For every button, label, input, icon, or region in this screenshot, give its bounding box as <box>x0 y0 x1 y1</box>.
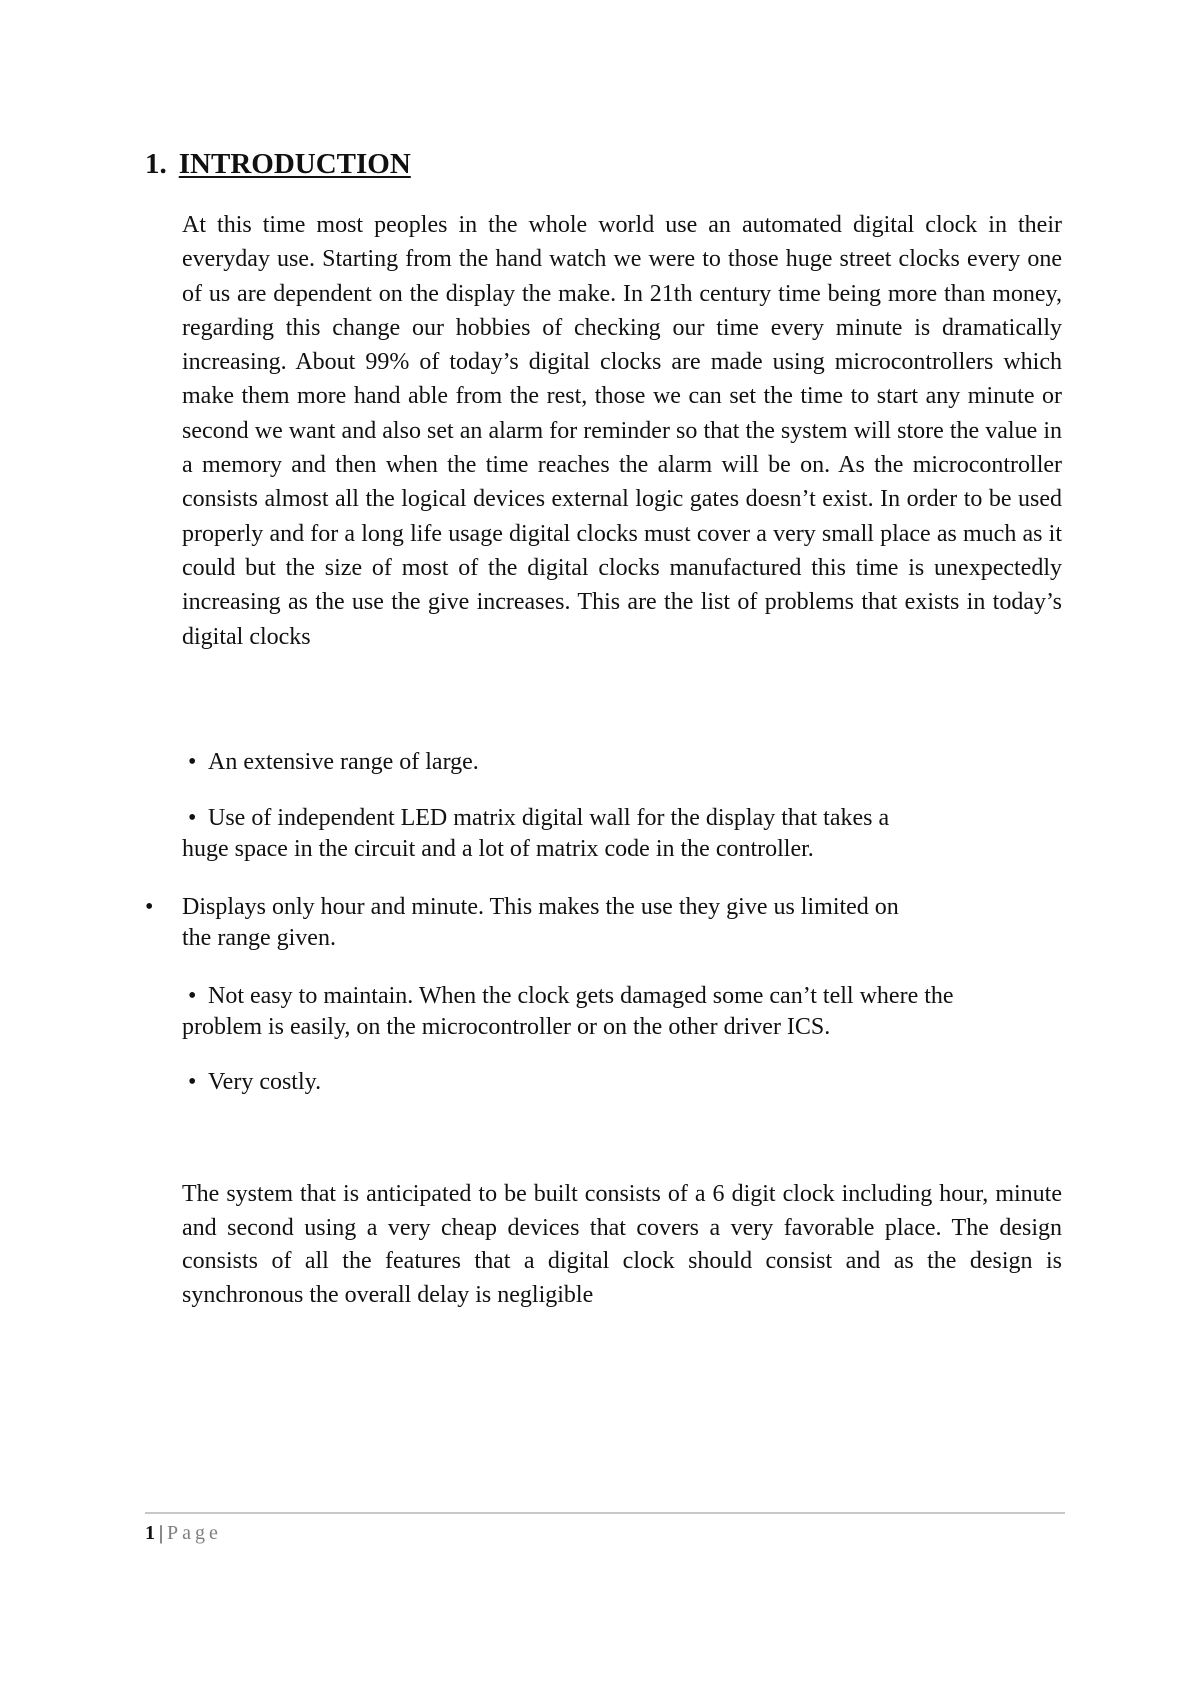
bullet-item <box>182 981 1088 1043</box>
closing-paragraph: The system that is anticipated to be built consists of a 6 digit clock including hour, minute and second using a very cheap devices that covers a very favorable place. The design consists of all the features that a digital clock should consist and as the design is synchronous the overall delay is negligible <box>182 1181 1062 1308</box>
page-footer <box>145 1520 222 1546</box>
footer-divider <box>145 1512 1065 1514</box>
bullet-text-continued: huge space in the circuit and a lot of matrix code in the controller. <box>182 836 814 862</box>
bullet-text-continued: the range given. <box>182 925 336 951</box>
section-title: INTRODUCTION <box>178 148 411 180</box>
bullet-text: Use of independent LED matrix digital wall for the display that takes a <box>208 805 890 831</box>
bullet-item <box>145 892 1045 954</box>
intro-paragraph: At this time most peoples in the whole world use an automated digital clock in their everyday use. Starting from the hand watch we were to those huge street clocks every one of us are dependent on the display the make. In 21th century time being more than money, regarding this change our hobbies of checking our time every minute is dramatically increasing. About 99% of today’s digital clocks are made using microcontrollers which make them more hand able from the rest, those we can set the time to start any minute or second we want and also set an alarm for reminder so that the system will store the value in a memory and then when the time reaches the alarm will be on. As the microcontroller consists almost all the logical devices external logic gates doesn’t exist. In order to be used properly and for a long life usage digital clocks must cover a very small place as much as it could but the size of most of the digital clocks manufactured this time is unexpectedly increasing as the use the give increases. This are the list of problems that exists in today’s digital clocks <box>182 212 1062 650</box>
section-heading <box>145 146 411 182</box>
bullet-marker: • <box>188 1069 197 1095</box>
bullet-text-continued: problem is easily, on the microcontroller or on the other driver ICS. <box>182 1014 831 1040</box>
bullet-marker: • <box>188 749 197 775</box>
section-number: 1. <box>145 148 167 180</box>
page-label: Page <box>167 1522 222 1544</box>
bullet-text: An extensive range of large. <box>208 749 479 775</box>
bullet-marker: • <box>145 894 154 920</box>
bullet-item <box>182 803 1088 865</box>
bullet-item <box>188 747 1088 778</box>
bullet-text: Very costly. <box>208 1069 322 1095</box>
bullet-text: Displays only hour and minute. This makes the use they give us limited on <box>182 894 899 920</box>
page-number: 1 <box>145 1522 155 1544</box>
bullet-item <box>188 1067 1088 1098</box>
footer-separator: | <box>159 1522 164 1544</box>
bullet-text: Not easy to maintain. When the clock gets damaged some can’t tell where the <box>208 983 954 1009</box>
bullet-marker: • <box>188 983 197 1009</box>
bullet-marker: • <box>188 805 197 831</box>
